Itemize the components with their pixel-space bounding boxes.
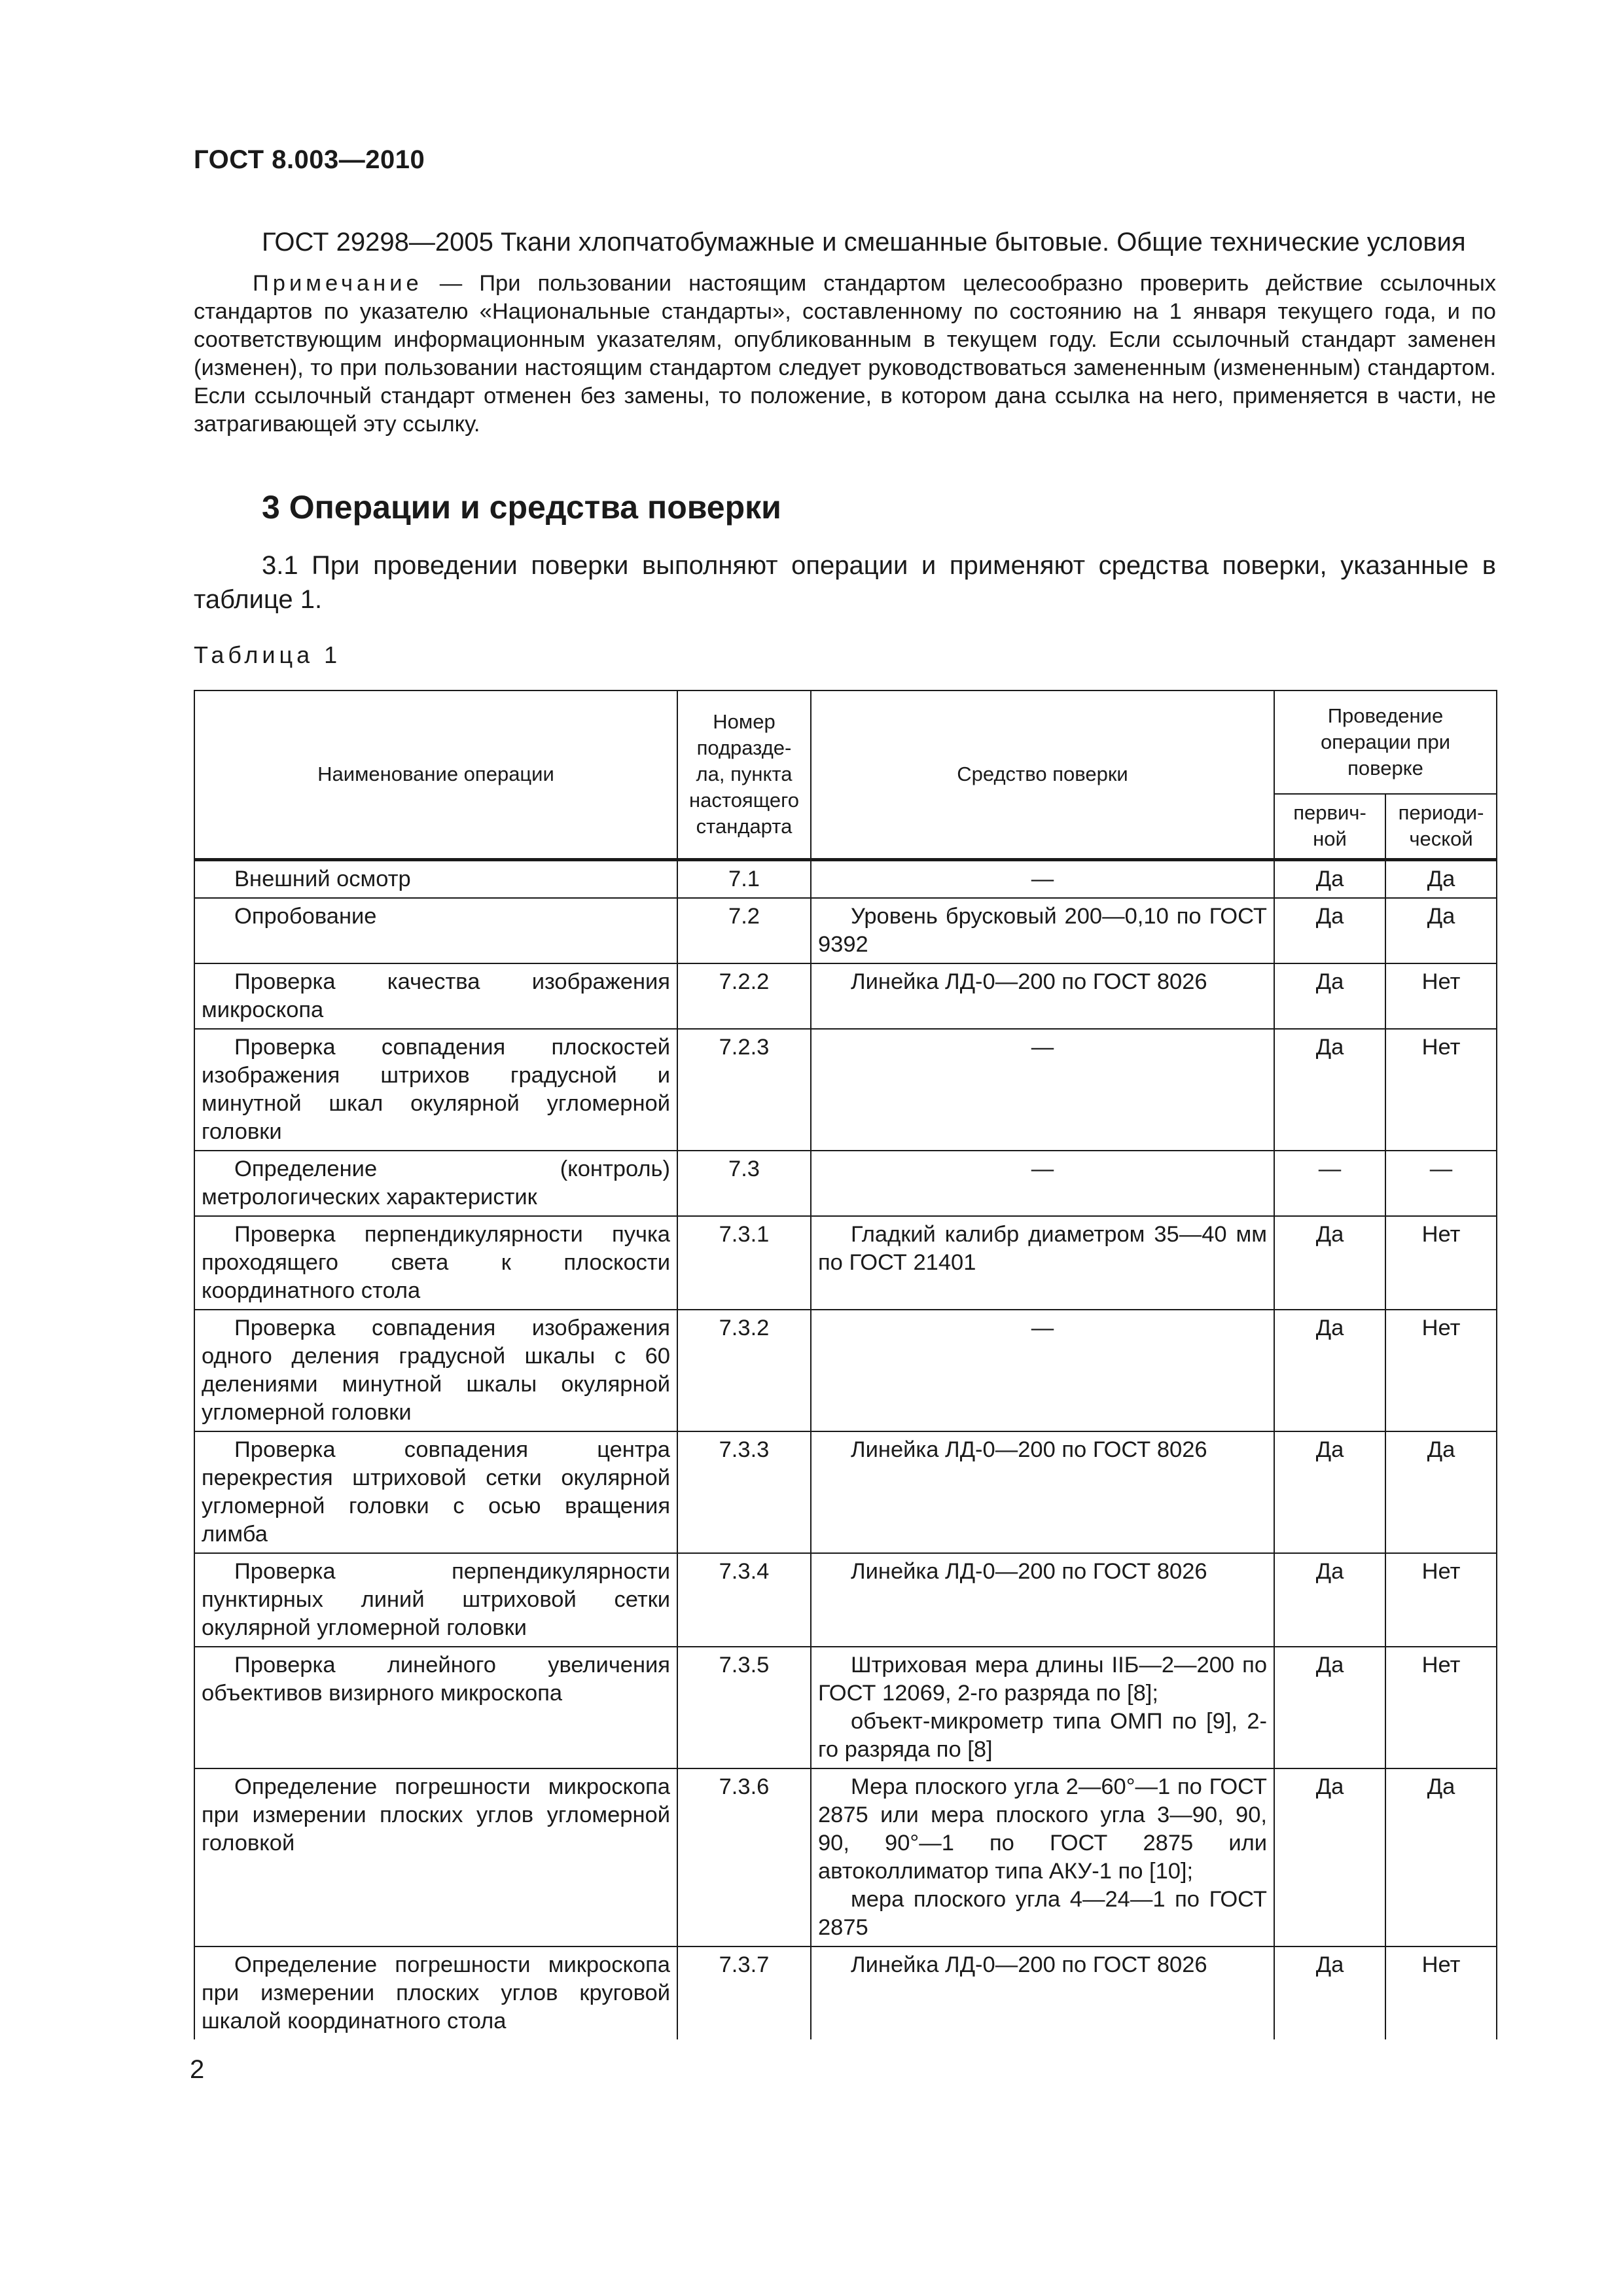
cell-section-number: 7.3.7 (677, 1946, 811, 2039)
cell-primary: Да (1274, 1029, 1385, 1151)
cell-primary: Да (1274, 898, 1385, 963)
tool-line: Линейка ЛД-0—200 по ГОСТ 8026 (851, 1558, 1207, 1584)
cell-section-number: 7.3.6 (677, 1768, 811, 1946)
section-paragraph: 3.1 При проведении поверки выполняют операции и применяют средства поверки, указанные в таблице 1. (194, 551, 1496, 614)
header-tool: Средство поверки (811, 691, 1274, 859)
table-row (194, 898, 1497, 963)
cell-primary: — (1274, 1151, 1385, 1216)
operation-name: Определение (контроль) метрологических характеристик (202, 1156, 670, 1210)
operation-name: Внешний осмотр (234, 866, 411, 891)
operations-table (194, 690, 1497, 2039)
cell-periodic: Да (1385, 898, 1497, 963)
operation-name: Проверка линейного увеличения объективов визирного микроскопа (202, 1652, 670, 1706)
note-label: Примечание (253, 271, 423, 296)
table-container (194, 690, 1496, 2039)
cell-section-number: 7.3.1 (677, 1216, 811, 1310)
operation-name: Опробование (234, 903, 377, 929)
cell-section-number: 7.3 (677, 1151, 811, 1216)
cell-section-number: 7.3.3 (677, 1431, 811, 1553)
cell-operation (194, 1768, 677, 1946)
cell-periodic: Нет (1385, 1216, 1497, 1310)
cell-operation (194, 1553, 677, 1647)
cell-operation (194, 1431, 677, 1553)
section-title: 3 Операции и средства поверки (262, 489, 781, 526)
cell-operation (194, 898, 677, 963)
operation-name: Проверка перпендикулярности пучка проходящего света к плоскости координатного стола (202, 1221, 670, 1303)
cell-tool (811, 1647, 1274, 1768)
header-primary: первич- ной (1274, 794, 1385, 859)
operation-name: Проверка совпадения плоскостей изображения штрихов градусной и минутной шкал окулярной угломерной головки (202, 1034, 670, 1144)
table-row (194, 1768, 1497, 1946)
tool-line: Линейка ЛД-0—200 по ГОСТ 8026 (851, 969, 1207, 994)
cell-operation (194, 1946, 677, 2039)
tool-line: Штриховая мера длины IIБ—2—200 по ГОСТ 12069, 2-го разряда по [8]; (818, 1652, 1267, 1706)
cell-tool (811, 1768, 1274, 1946)
document-code: ГОСТ 8.003—2010 (194, 145, 425, 174)
cell-tool (811, 1553, 1274, 1647)
cell-operation (194, 1647, 677, 1768)
operation-name: Определение погрешности микроскопа при измерении плоских углов угломерной головкой (202, 1774, 670, 1856)
cell-periodic: Нет (1385, 1553, 1497, 1647)
cell-operation (194, 1310, 677, 1431)
normative-reference: ГОСТ 29298—2005 Ткани хлопчатобумажные и смешанные бытовые. Общие технические условия (262, 228, 1466, 257)
table-row (194, 1151, 1497, 1216)
cell-primary: Да (1274, 1647, 1385, 1768)
operation-name: Определение погрешности микроскопа при измерении плоских углов круговой шкалой координатного стола (202, 1952, 670, 2034)
cell-section-number: 7.1 (677, 859, 811, 898)
table-row (194, 963, 1497, 1029)
tool-line: Мера плоского угла 2—60°—1 по ГОСТ 2875 или мера плоского угла 3—90, 90, 90, 90°—1 по ГОСТ 2875 или автоколлиматор типа АКУ-1 по [10]; (818, 1774, 1267, 1884)
cell-primary: Да (1274, 1946, 1385, 2039)
tool-line: мера плоского угла 4—24—1 по ГОСТ 2875 (818, 1886, 1267, 1940)
cell-periodic: — (1385, 1151, 1497, 1216)
header-execution: Проведение операции при поверке (1274, 691, 1497, 794)
cell-periodic: Нет (1385, 1029, 1497, 1151)
cell-primary: Да (1274, 1553, 1385, 1647)
cell-operation (194, 1216, 677, 1310)
table-row (194, 859, 1497, 898)
cell-periodic: Да (1385, 1768, 1497, 1946)
cell-periodic: Да (1385, 1431, 1497, 1553)
cell-primary: Да (1274, 1431, 1385, 1553)
cell-tool (811, 1946, 1274, 2039)
table-row (194, 1946, 1497, 2039)
cell-tool (811, 898, 1274, 963)
operation-name: Проверка совпадения центра перекрестия штриховой сетки окулярной угломерной головки с осью вращения лимба (202, 1437, 670, 1547)
cell-section-number: 7.2 (677, 898, 811, 963)
note-body (194, 270, 1496, 439)
header-operation: Наименование операции (194, 691, 677, 859)
tool-line: объект-микрометр типа ОМП по [9], 2-го разряда по [8] (818, 1708, 1267, 1762)
table-row (194, 1553, 1497, 1647)
cell-section-number: 7.3.5 (677, 1647, 811, 1768)
cell-operation (194, 1151, 677, 1216)
cell-tool (811, 1431, 1274, 1553)
cell-section-number: 7.2.2 (677, 963, 811, 1029)
cell-section-number: 7.2.3 (677, 1029, 811, 1151)
cell-tool: — (811, 1151, 1274, 1216)
operation-name: Проверка совпадения изображения одного деления градусной шкалы с 60 делениями минутной шкалы окулярной угломерной головки (202, 1315, 670, 1425)
header-section-number: Номер подразде- ла, пункта настоящего стандарта (677, 691, 811, 859)
table-row (194, 1029, 1497, 1151)
cell-section-number: 7.3.2 (677, 1310, 811, 1431)
cell-primary: Да (1274, 1216, 1385, 1310)
note-text: — При пользовании настоящим стандартом целесообразно проверить действие ссылочных стандартов по указателю «Национальные стандарты», составленному по состоянию на 1 января текущего года, и по соответствующим информационным указателям, опубликованным в текущем году. Если ссылочный стандарт заменен (изменен), то при пользовании настоящим стандартом следует руководствоваться замененным (измененным) стандартом. Если ссылочный стандарт отменен без замены, то положение, в котором дана ссылка на него, применяется в части, не затрагивающей эту ссылку. (194, 271, 1496, 437)
table-row (194, 1310, 1497, 1431)
cell-tool: — (811, 1310, 1274, 1431)
cell-periodic: Да (1385, 859, 1497, 898)
tool-line: Линейка ЛД-0—200 по ГОСТ 8026 (851, 1437, 1207, 1462)
table-body (194, 859, 1497, 2039)
table-row (194, 1647, 1497, 1768)
table-caption: Таблица 1 (194, 641, 342, 668)
cell-periodic: Нет (1385, 963, 1497, 1029)
cell-periodic: Нет (1385, 1310, 1497, 1431)
tool-line: Уровень брусковый 200—0,10 по ГОСТ 9392 (818, 903, 1267, 957)
cell-tool (811, 963, 1274, 1029)
cell-tool: — (811, 859, 1274, 898)
operation-name: Проверка качества изображения микроскопа (202, 969, 670, 1022)
note-paragraph (194, 270, 1496, 439)
cell-primary: Да (1274, 859, 1385, 898)
cell-operation (194, 1029, 677, 1151)
cell-periodic: Нет (1385, 1946, 1497, 2039)
cell-primary: Да (1274, 1310, 1385, 1431)
cell-operation (194, 859, 677, 898)
cell-tool: — (811, 1029, 1274, 1151)
cell-operation (194, 963, 677, 1029)
table-row (194, 1216, 1497, 1310)
page-number: 2 (190, 2055, 205, 2084)
table-row (194, 1431, 1497, 1553)
cell-tool (811, 1216, 1274, 1310)
header-periodic: периоди- ческой (1385, 794, 1497, 859)
tool-line: Гладкий калибр диаметром 35—40 мм по ГОСТ 21401 (818, 1221, 1267, 1275)
operation-name: Проверка перпендикулярности пунктирных линий штриховой сетки окулярной угломерной головки (202, 1558, 670, 1640)
cell-primary: Да (1274, 1768, 1385, 1946)
tool-line: Линейка ЛД-0—200 по ГОСТ 8026 (851, 1952, 1207, 1977)
cell-primary: Да (1274, 963, 1385, 1029)
cell-section-number: 7.3.4 (677, 1553, 811, 1647)
cell-periodic: Нет (1385, 1647, 1497, 1768)
